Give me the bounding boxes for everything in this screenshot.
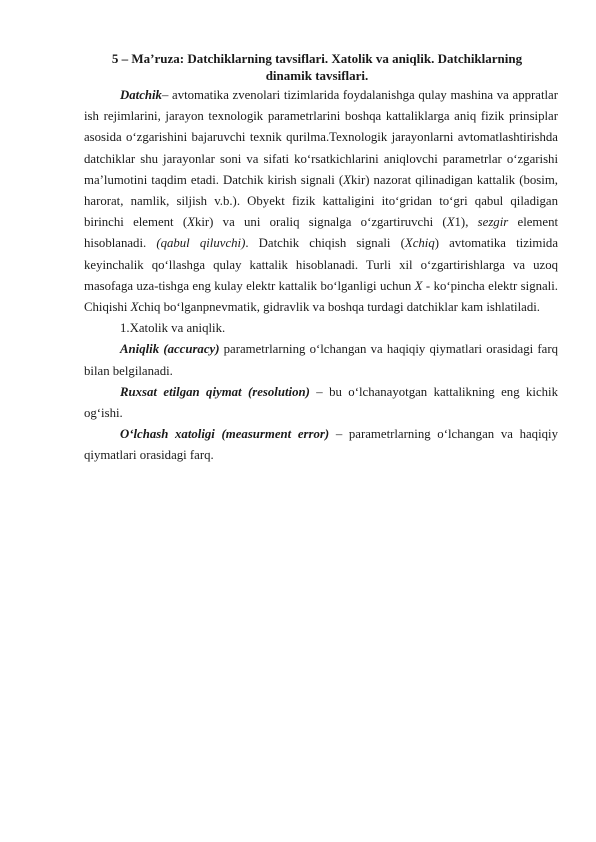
title-line-1: 5 – Ma’ruza: Datchiklarning tavsiflari. Xatolik va aniqlik. Datchiklarning <box>111 51 523 66</box>
p1-var-xkir: X <box>343 172 351 187</box>
p1-text-9: chiq bo‘lganpnevmatik, gidravlik va boshqa turdagi datchiklar kam ishlatiladi. <box>138 300 540 315</box>
p1-text-5: element hisoblanadi. <box>84 215 559 251</box>
paragraph-measurement-error <box>84 424 558 466</box>
p1-text-1: – avtomatika zvenolari tizimlarida foydalanishga qulay mashina va appratlar ish rejimlarini, jarayon texnologik parametrlarini boshqa kattaliklarga aniq fizik prinsiplar asosida o‘zgarishini bajaruvchi texnik qurilma.Texnologik jarayonlarni avtomatlashtirishda datchiklar shu jarayonlar soni va sifati ko‘rsatkichlarini aniqlovchi parametrlar o‘zgarishi ma’lumotini taqdim etadi. Datchik kirish signali ( <box>84 88 558 187</box>
term-aniqlik: Aniqlik (accuracy) <box>120 342 220 357</box>
p1-text-6: . Datchik chiqish signali ( <box>245 236 405 251</box>
paragraph-resolution <box>84 382 558 424</box>
p1-var-xchiq: Xchiq <box>404 236 435 251</box>
p1-text-7: ) avtomatika tizimida keyinchalik qo‘llashga qulay kattalik hisoblanadi. Turli xil o‘zgartirishlarga va uzoq masofaga uza-tishga eng kulay elektr kattalik bo‘lganligi uchun <box>84 236 559 293</box>
term-resolution: Ruxsat etilgan qiymat (resolution) <box>120 384 310 399</box>
p1-var-xchiq-2: X <box>130 300 139 315</box>
p1-text-2: kir) nazorat qilinadigan kattalik (bosim, harorat, namlik, siljish v.b.). Obyekt fizik kattaligini ito‘gridan to‘gri qabul qiladigan birinchi element ( <box>84 172 558 230</box>
p1-term-qabul: (qabul qiluvchi) <box>156 236 246 251</box>
section-heading-xatolik: 1.Xatolik va aniqlik. <box>120 321 226 336</box>
title-line-2: dinamik tavsiflari. <box>265 68 369 83</box>
p1-var-x: X <box>414 278 423 293</box>
p1-text-3: kir) va uni oraliq signalga o‘zgartiruvchi ( <box>194 215 447 230</box>
p1-text-4: 1), <box>454 215 478 230</box>
p1-term-sezgir: sezgir <box>477 215 509 230</box>
lecture-title <box>84 50 558 84</box>
term-measurement-error: O‘lchash xatoligi (measurment error) <box>120 427 330 442</box>
p1-var-x1: X <box>446 215 455 230</box>
resolution-text: – bu o‘lchanayotgan kattalikning eng kichik og‘ishi. <box>84 384 558 421</box>
p1-var-xkir-2: X <box>187 215 195 230</box>
p1-text-8: - ko‘pincha elektr signali. Chiqishi <box>84 278 558 315</box>
aniqlik-text: parametrlarning o‘lchangan va haqiqiy qiymatlari orasidagi farq bilan belgilanadi. <box>84 342 558 378</box>
measurement-error-text: – parametrlarning o‘lchangan va haqiqiy qiymatlari orasidagi farq. <box>84 427 558 463</box>
paragraph-aniqlik <box>84 339 558 381</box>
term-datchik: Datchik <box>120 88 162 102</box>
paragraph-datchik-definition <box>84 85 558 318</box>
